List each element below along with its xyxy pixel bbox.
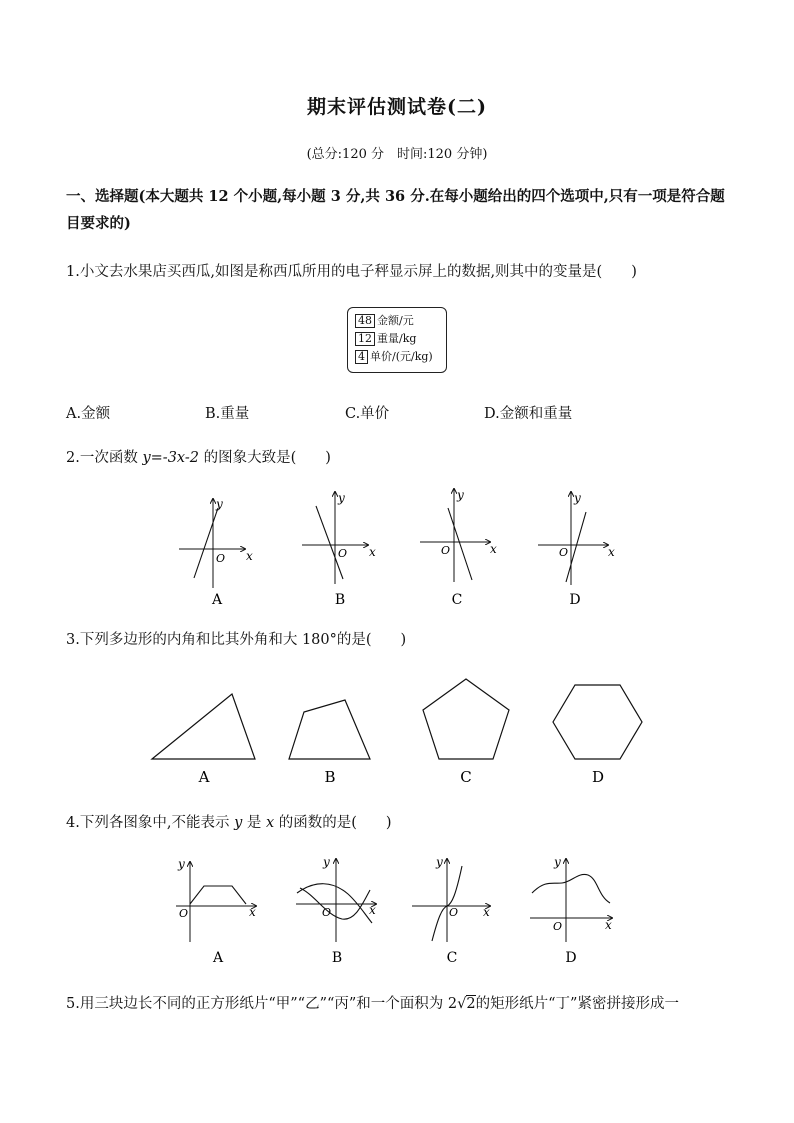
origin-label: O [449,906,459,919]
stem-text: 5.用三块边长不同的正方形纸片“甲”“乙”“丙”和一个面积为 2 [66,996,458,1012]
axis-x-label: x [369,903,376,917]
origin-label: O [338,547,348,560]
q4-graph-a [176,857,256,942]
option-b: B.重量 [205,406,250,422]
q4-graph-b [296,855,376,942]
quadrilateral-shape [289,700,370,759]
stem-text: 4.下列各图象中,不能表示 [66,815,235,831]
axis-y-label: y [323,855,330,869]
scale-label: 金额/元 [377,314,414,327]
origin-label: O [322,906,332,919]
graph-label: A [212,950,224,966]
option-c: C.单价 [345,406,390,422]
axis-x-label: x [246,549,253,563]
var-y: y [234,815,243,831]
question-3-stem: 3.下列多边形的内角和比其外角和大 180°的是( ) [66,632,407,648]
stem-text: 的矩形纸片“丁”紧密拼接形成一 [475,996,679,1012]
axis-y-label: y [216,497,223,511]
shape-label: B [324,768,336,786]
graph-label: B [334,592,346,608]
graph-a [179,497,253,588]
graph-label: C [451,592,463,608]
scale-value: 4 [355,350,368,364]
axis-x-label: x [490,542,497,556]
question-4-stem [66,813,392,833]
graph-label: C [446,950,458,966]
axis-x-label: x [608,545,615,559]
scale-value: 12 [355,332,375,346]
axis-y-label: y [554,855,561,869]
pentagon-shape [423,679,509,759]
hexagon-shape [553,685,642,759]
stem-text: 的函数的是( ) [274,815,392,831]
stem-text: 的图象大致是( ) [198,450,331,466]
formula: y=-3x-2 [142,450,199,466]
origin-label: O [553,920,563,933]
q4-graph-c [412,855,490,942]
shape-label: A [198,768,210,786]
scale-label: 单价/(元/kg) [370,350,433,363]
scale-value: 48 [355,314,375,328]
axis-x-label: x [249,905,256,919]
shape-label: C [460,768,472,786]
origin-label: O [216,552,226,565]
section-heading: 一、选择题(本大题共 12 个小题,每小题 3 分,共 36 分.在每小题给出的四个选项中,只有一项是符合题目要求的) [66,188,725,232]
origin-label: O [441,544,451,557]
graph-label: D [565,950,577,966]
origin-label: O [559,546,569,559]
graph-b [302,491,376,584]
graph-label: B [331,950,343,966]
axis-y-label: y [338,491,345,505]
axis-y-label: y [436,855,443,869]
radical: √2 [457,996,476,1012]
axis-x-label: x [369,545,376,559]
option-d: D.金额和重量 [484,406,573,422]
axis-y-label: y [457,488,464,502]
triangle-shape [152,694,255,759]
page-title: 期末评估测试卷(二) [307,96,487,118]
question-5-stem [66,994,679,1014]
stem-text: 是 [242,815,266,831]
shape-label: D [591,768,605,786]
question-1-stem: 1.小文去水果店买西瓜,如图是称西瓜所用的电子秤显示屏上的数据,则其中的变量是( ) [66,264,637,280]
exam-info: (总分:120 分 时间:120 分钟) [306,147,488,162]
stem-text: 2.一次函数 [66,450,143,466]
axis-x-label: x [605,918,612,932]
axis-y-label: y [178,857,185,871]
axis-y-label: y [574,491,581,505]
graph-d [538,491,615,585]
radicand: 2 [466,996,476,1012]
option-a: A.金额 [66,406,111,422]
q4-graph-d [530,855,612,942]
origin-label: O [179,907,189,920]
graph-label: D [569,592,581,608]
axis-x-label: x [483,905,490,919]
var-x: x [265,815,275,831]
graph-c [420,488,497,582]
graph-label: A [211,592,223,608]
scale-label: 重量/kg [377,332,417,345]
